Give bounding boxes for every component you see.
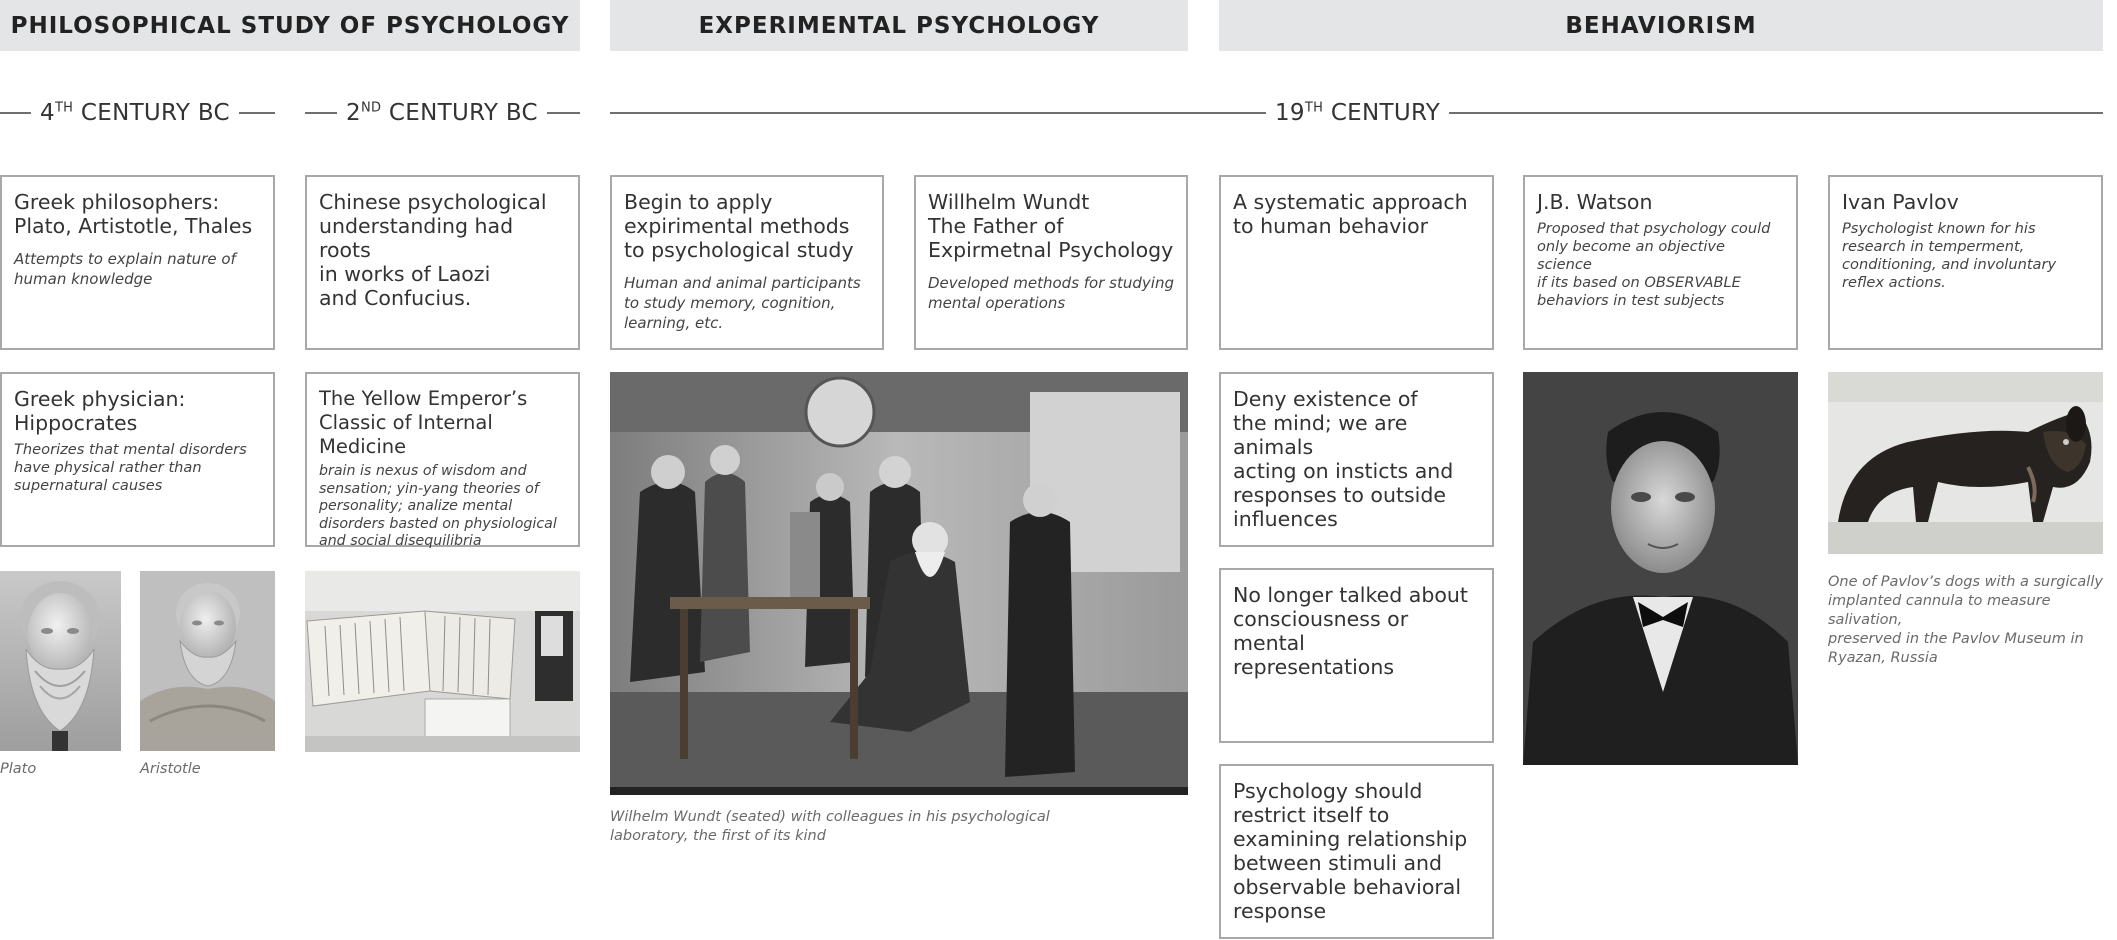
card-systematic-approach	[1219, 175, 1494, 350]
header-behaviorism: BEHAVIORISM	[1219, 0, 2103, 51]
card-title: The Yellow Emperor’s Classic of Internal Medicine	[319, 387, 528, 458]
card-deny-mind	[1219, 372, 1494, 547]
card-no-consciousness	[1219, 568, 1494, 743]
watson-portrait-image	[1523, 372, 1798, 765]
era-2nd-century-bc: 2ND CENTURY BC	[305, 94, 580, 132]
caption-pavlov-dog: One of Pavlov’s dogs with a surgically implanted cannula to measure salivation, preserved in the Pavlov Museum in Ryazan, Russia	[1828, 574, 2103, 666]
plato-bust-image	[0, 571, 121, 751]
card-desc: brain is nexus of wisdom and sensation; yin-yang theories of personality; analize mental disorders basted on physiological and social disequilibria	[319, 463, 557, 549]
caption-aristotle: Aristotle	[140, 761, 201, 777]
card-desc: Human and animal participants to study memory, cognition, learning, etc.	[624, 274, 861, 332]
card-title: Chinese psychological understanding had roots in works of Laozi and Confucius.	[319, 190, 547, 310]
card-hippocrates	[0, 372, 275, 547]
card-pavlov	[1828, 175, 2103, 350]
caption-plato: Plato	[0, 761, 37, 777]
card-desc: Proposed that psychology could only become an objective science if its based on OBSERVABLE behaviors in test subjects	[1537, 220, 1771, 309]
ancient-text-image	[305, 571, 580, 752]
pavlov-dog-image	[1828, 372, 2103, 554]
era-4th-century-bc: 4TH CENTURY BC	[0, 94, 275, 132]
card-title: Ivan Pavlov	[1842, 190, 1959, 214]
card-restrict	[1219, 764, 1494, 939]
card-expirimental-methods	[610, 175, 884, 350]
card-greek-philosophers	[0, 175, 275, 350]
header-philosophical: PHILOSOPHICAL STUDY OF PSYCHOLOGY	[0, 0, 580, 51]
card-desc: Attempts to explain nature of human knowledge	[14, 250, 236, 288]
card-title: Deny existence of the mind; we are animals acting on insticts and responses to outside influences	[1233, 387, 1454, 531]
card-title: Begin to apply expirimental methods to psychological study	[624, 190, 854, 262]
header-experimental: EXPERIMENTAL PSYCHOLOGY	[610, 0, 1188, 51]
card-desc: Developed methods for studying mental operations	[928, 274, 1174, 312]
card-title: No longer talked about consciousness or mental representations	[1233, 583, 1468, 679]
caption-wundt-lab: Wilhelm Wundt (seated) with colleagues in his psychological laboratory, the first of its kind	[610, 809, 1050, 844]
card-title: Greek physician: Hippocrates	[14, 387, 186, 435]
card-title: A systematic approach to human behavior	[1233, 190, 1468, 238]
card-title: Psychology should restrict itself to examining relationship between stimuli and observable behavioral response	[1233, 779, 1468, 923]
aristotle-bust-image	[140, 571, 275, 751]
card-yellow-emperor	[305, 372, 580, 547]
card-chinese-understanding	[305, 175, 580, 350]
wundt-lab-image	[610, 372, 1188, 795]
card-wundt	[914, 175, 1188, 350]
card-title: Greek philosophers: Plato, Artistotle, Thales	[14, 190, 253, 238]
card-desc: Theorizes that mental disorders have physical rather than supernatural causes	[14, 441, 247, 494]
card-title: Willhelm Wundt The Father of Expirmetnal Psychology	[928, 190, 1174, 262]
card-desc: Psychologist known for his research in temperment, conditioning, and involuntary reflex actions.	[1842, 220, 2057, 291]
card-watson	[1523, 175, 1798, 350]
era-19th-century: 19TH CENTURY	[610, 94, 2103, 132]
card-title: J.B. Watson	[1537, 190, 1653, 214]
